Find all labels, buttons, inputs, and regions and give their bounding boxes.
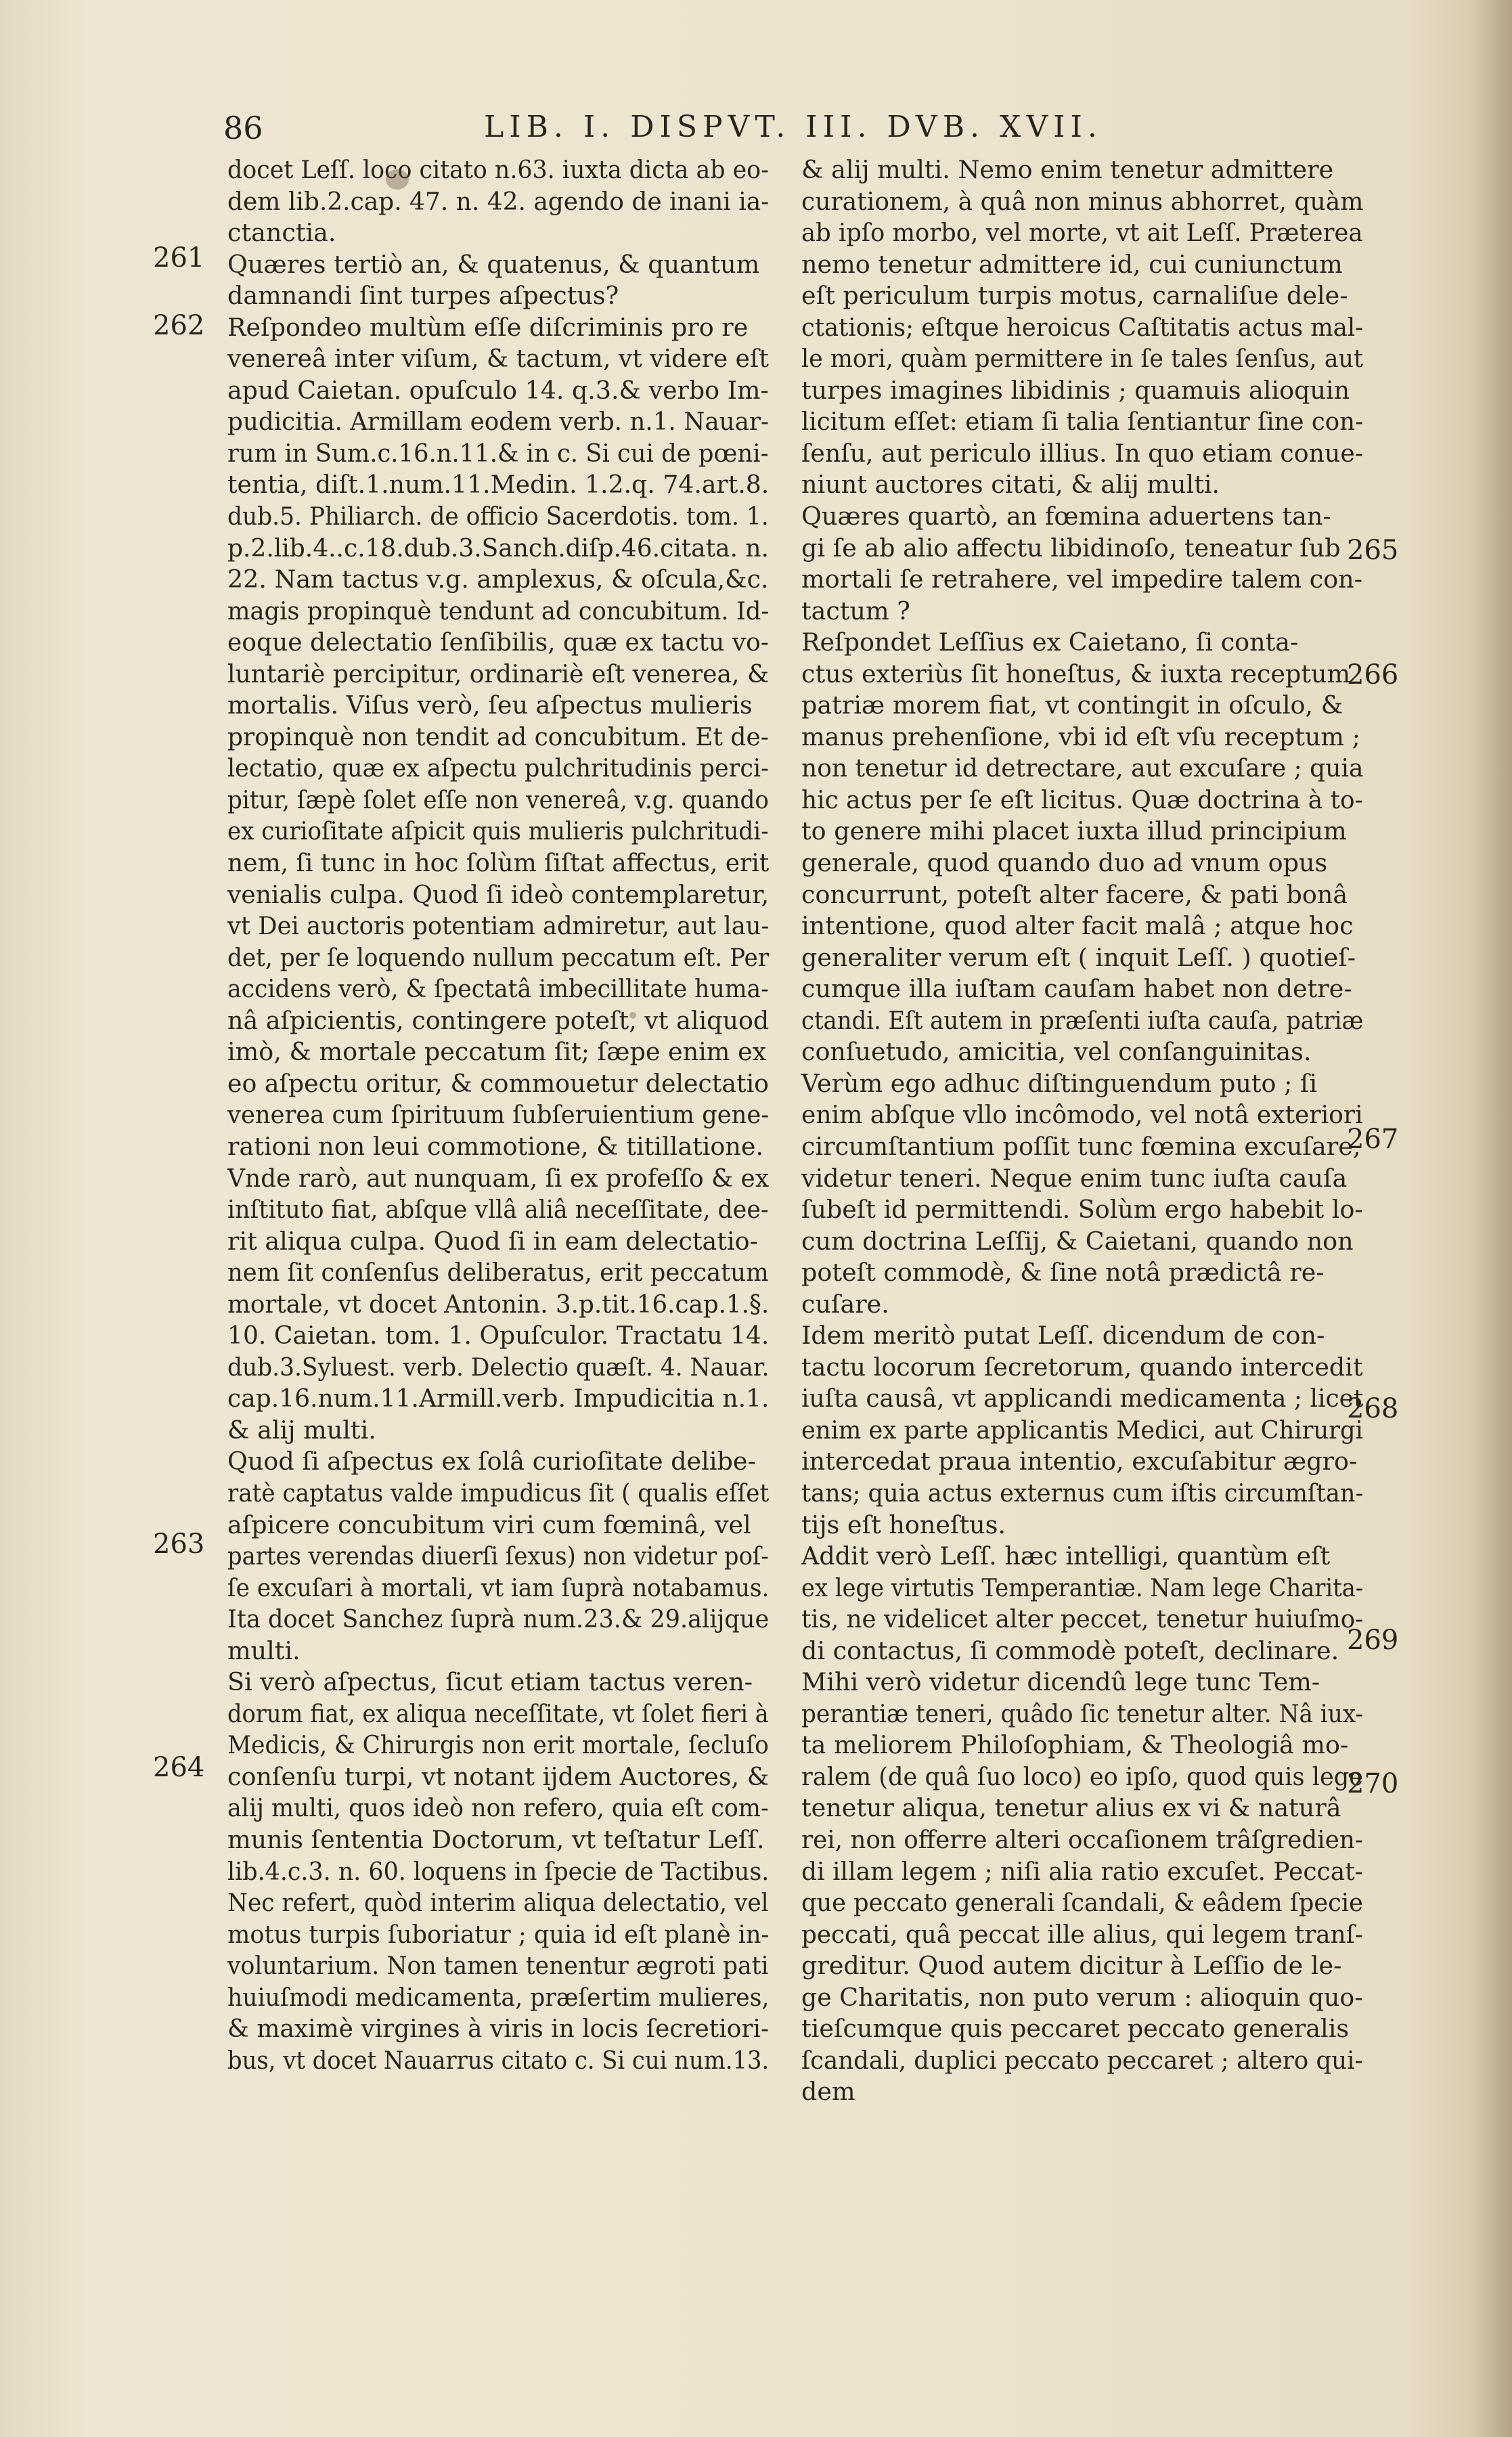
text-line: concurrunt, poteſt alter facere, & pati bonâ: [801, 879, 1348, 909]
margin-number-261: 261: [153, 242, 205, 273]
text-line: Mihi verò videtur dicendû lege tunc Tem-: [801, 1667, 1320, 1697]
text-line: ex lege virtutis Temperantiæ. Nam lege Charita-: [801, 1573, 1364, 1602]
text-line: conſuetudo, amicitia, vel conſanguinitas.: [801, 1037, 1312, 1067]
text-line: Quæres tertiò an, & quatenus, & quantum: [227, 249, 760, 279]
text-line: venialis culpa. Quod ſi ideò contemplaretur,: [227, 879, 770, 909]
margin-number-267: 267: [1347, 1124, 1399, 1155]
text-line: Verùm ego adhuc diſtinguendum puto ; ſi: [801, 1068, 1318, 1098]
text-line: rationi non leui commotione, & titillatione.: [227, 1131, 764, 1161]
text-line: & alij multi. Nemo enim tenetur admittere: [801, 155, 1334, 184]
text-line: conſenſu turpi, vt notant ijdem Auctores, &: [227, 1761, 770, 1791]
text-line: di contactus, ſi commodè poteſt, declinare.: [801, 1635, 1339, 1665]
text-line: motus turpis ſuboriatur ; quia id eſt planè in-: [227, 1919, 770, 1949]
text-line: ratè captatus valde impudicus ſit ( qualis eſſet: [227, 1478, 770, 1508]
text-line: manus prehenſione, vbi id eſt vſu receptum ;: [801, 722, 1360, 751]
text-line: greditur. Quod autem dicitur à Leſſio de le-: [801, 1951, 1342, 1981]
text-line: eſt periculum turpis motus, carnaliſue dele-: [801, 281, 1348, 311]
text-line: ctanctia.: [227, 218, 336, 248]
text-line: Si verò aſpectus, ſicut etiam tactus veren-: [227, 1667, 753, 1697]
text-line: ab ipſo morbo, vel morte, vt ait Leſſ. Præterea: [801, 218, 1363, 248]
text-line: imò, & mortale peccatum ſit; ſæpe enim ex: [227, 1037, 767, 1067]
text-line: mortale, vt docet Antonin. 3.p.tit.16.cap.1.§.: [227, 1289, 770, 1319]
text-line: ta meliorem Philoſophiam, & Theologiâ mo-: [801, 1730, 1349, 1760]
text-line: docet Leſſ. loco citato n.63. iuxta dicta ab eo-: [227, 155, 769, 184]
margin-number-270: 270: [1347, 1768, 1399, 1799]
text-line: & alij multi.: [227, 1415, 376, 1445]
text-line: & maximè virgines à viris in locis ſecretiori-: [227, 2014, 770, 2044]
text-line: bus, vt docet Nauarrus citato c. Si cui num.13.: [227, 2045, 770, 2075]
text-line: Addit verò Leſſ. hæc intelligi, quantùm eſt: [801, 1541, 1331, 1571]
text-line: curationem, à quâ non minus abhorret, quàm: [801, 186, 1364, 216]
text-line: alij multi, quos ideò non refero, quia eſt com-: [227, 1793, 769, 1823]
text-line: ſe excuſari à mortali, vt iam ſuprà notabamus.: [227, 1573, 770, 1602]
text-line: tactum ?: [801, 596, 910, 625]
text-line: gi ſe ab alio affectu libidinoſo, teneatur ſub: [801, 533, 1341, 563]
ink-blot: [386, 169, 409, 190]
text-line: ge Charitatis, non puto verum : alioquin quo-: [801, 1982, 1363, 2012]
text-line: generaliter verum eſt ( inquit Leſſ. ) quotieſ-: [801, 942, 1356, 972]
text-line: dub.5. Philiarch. de officio Sacerdotis. tom. 1.: [227, 502, 769, 531]
margin-number-262: 262: [153, 310, 205, 341]
text-line: Vnde rarò, aut nunquam, ſi ex profeſſo & ex: [227, 1163, 770, 1193]
text-line: vt Dei auctoris potentiam admiretur, aut lau-: [227, 911, 770, 941]
text-line: huiuſmodi medicamenta, præſertim mulieres,: [227, 1982, 770, 2012]
right-text-column: [801, 154, 1363, 2108]
text-line: luntariè percipitur, ordinariè eſt venerea, &: [227, 659, 770, 688]
text-line: que peccato generali ſcandali, & eâdem ſpecie: [801, 1888, 1363, 1918]
text-line: patriæ morem fiat, vt contingit in oſculo, &: [801, 690, 1343, 720]
text-line: munis ſententia Doctorum, vt teſtatur Leſſ.: [227, 1824, 765, 1854]
running-title: LIB. I. DISPVT. III. DVB. XVII.: [484, 110, 1103, 144]
text-line: dem lib.2.cap. 47. n. 42. agendo de inani ia-: [227, 186, 770, 216]
text-line: dub.3.Syluest. verb. Delectio quæſt. 4. Nauar.: [227, 1352, 770, 1382]
page-header: [0, 108, 1512, 156]
margin-number-266: 266: [1347, 659, 1399, 690]
text-line: ſenſu, aut periculo illius. In quo etiam conue-: [801, 438, 1364, 468]
text-line: licitum eſſet: etiam ſi talia ſentiantur ſine con-: [801, 407, 1364, 437]
text-line: ſcandali, duplici peccato peccaret ; altero qui-: [801, 2045, 1363, 2075]
text-line: accidens verò, & ſpectatâ imbecillitate huma-: [227, 974, 769, 1004]
text-line: inſtituto fiat, abſque vllâ aliâ neceſſitate, dee-: [227, 1195, 769, 1225]
text-line: iuſta causâ, vt applicandi medicamenta ; licet: [801, 1384, 1364, 1413]
text-line: 22. Nam tactus v.g. amplexus, & oſcula,&c.: [227, 565, 769, 594]
text-line: rei, non offerre alteri occaſionem trâſgredien-: [801, 1824, 1363, 1854]
text-line: cumque illa iuſtam cauſam habet non detre-: [801, 974, 1352, 1004]
text-line: to genere mihi placet iuxta illud principium: [801, 816, 1347, 846]
text-line: ſubeſt id permittendi. Solùm ergo habebit lo-: [801, 1195, 1363, 1225]
text-line: lectatio, quæ ex aſpectu pulchritudinis perci-: [227, 753, 769, 783]
margin-number-263: 263: [153, 1529, 205, 1560]
text-line: Nec refert, quòd interim aliqua delectatio, vel: [227, 1888, 769, 1918]
left-text-column: [227, 154, 769, 2076]
text-line: niunt auctores citati, & alij multi.: [801, 470, 1220, 500]
text-line: rit aliqua culpa. Quod ſi in eam delectatio-: [227, 1226, 758, 1256]
text-line: lib.4.c.3. n. 60. loquens in ſpecie de Tactibus.: [227, 1856, 770, 1886]
text-line: videtur teneri. Neque enim tunc iuſta cauſa: [801, 1163, 1348, 1193]
text-line: voluntarium. Non tamen tenentur ægroti pati: [227, 1951, 769, 1981]
text-line: Quod ſi aſpectus ex ſolâ curioſitate delibe-: [227, 1447, 756, 1476]
text-line: tis, ne videlicet alter peccet, tenetur huiuſmo-: [801, 1604, 1364, 1634]
text-line: det, per ſe loquendo nullum peccatum eſt. Per: [227, 942, 770, 972]
text-line: circumſtantium poſſit tunc fœmina excuſare,: [801, 1131, 1361, 1161]
text-line: enim abſque vllo incômodo, vel notâ exteriori: [801, 1100, 1363, 1130]
text-line: dorum fiat, ex aliqua neceſſitate, vt ſolet fieri à: [227, 1698, 769, 1728]
text-line: di illam legem ; niſi alia ratio excuſet. Peccat-: [801, 1856, 1363, 1886]
text-line: le mori, quàm permittere in ſe tales ſenſus, aut: [801, 344, 1363, 374]
page-gutter-shadow: [1471, 0, 1512, 2437]
text-line: generale, quod quando duo ad vnum opus: [801, 848, 1328, 878]
text-line: nâ aſpicientis, contingere poteſt, vt aliquod: [227, 1005, 770, 1035]
text-line: p.2.lib.4..c.18.dub.3.Sanch.diſp.46.citata. n.: [227, 533, 769, 563]
text-line: poteſt commodè, & ſine notâ prædictâ re-: [801, 1258, 1325, 1288]
text-line: ctationis; eſtque heroicus Caſtitatis actus mal-: [801, 312, 1364, 342]
text-line: ex curioſitate aſpicit quis mulieris pulchritudi-: [227, 816, 769, 846]
text-line: tijs eſt honeſtus.: [801, 1510, 1006, 1539]
text-line: tieſcumque quis peccaret peccato generalis: [801, 2014, 1350, 2044]
text-line: aſpicere concubitum viri cum fœminâ, vel: [227, 1510, 751, 1539]
text-line: non tenetur id detrectare, aut excuſare ; quia: [801, 753, 1364, 783]
text-line: venerea cum ſpirituum ſubſeruientium gene-: [227, 1100, 770, 1130]
text-line: mortalis. Viſus verò, ſeu aſpectus mulieris: [227, 690, 753, 720]
text-line: cuſare.: [801, 1289, 889, 1319]
text-line: hic actus per ſe eſt licitus. Quæ doctrina à to-: [801, 785, 1363, 814]
text-line: ralem (de quâ ſuo loco) eo ipſo, quod quis lege: [801, 1761, 1364, 1791]
text-line: eoque delectatio ſenſibilis, quæ ex tactu vo-: [227, 628, 769, 657]
text-line: ctandi. Eſt autem in præſenti iuſta cauſa, patriæ: [801, 1005, 1364, 1035]
text-line: magis propinquè tendunt ad concubitum. Id-: [227, 596, 770, 625]
text-line: enim ex parte applicantis Medici, aut Chirurgi: [801, 1415, 1363, 1445]
text-line: apud Caietan. opuſculo 14. q.3.& verbo Im-: [227, 375, 769, 405]
ink-speck: [629, 1012, 636, 1019]
text-line: cum doctrina Leſſij, & Caietani, quando non: [801, 1226, 1354, 1256]
text-line: rum in Sum.c.16.n.11.& in c. Si cui de pœni-: [227, 438, 769, 468]
text-line: Medicis, & Chirurgis non erit mortale, ſecluſo: [227, 1730, 769, 1760]
text-line: tactu locorum ſecretorum, quando intercedit: [801, 1352, 1363, 1382]
margin-number-265: 265: [1347, 535, 1399, 566]
text-line: intentione, quod alter facit malâ ; atque hoc: [801, 911, 1354, 941]
text-line: tans; quia actus externus cum iſtis circumſtan-: [801, 1478, 1364, 1508]
text-line: nemo tenetur admittere id, cui cuniunctum: [801, 249, 1343, 279]
text-line: Reſpondeo multùm eſſe diſcriminis pro re: [227, 312, 749, 342]
text-line: ctus exteriùs ſit honeſtus, & iuxta receptum: [801, 659, 1351, 688]
text-line: tentia, diſt.1.num.11.Medin. 1.2.q. 74.art.8.: [227, 470, 770, 500]
text-line: pitur, ſæpè ſolet eſſe non venereâ, v.g. quando: [227, 785, 769, 814]
text-line: 10. Caietan. tom. 1. Opuſculor. Tractatu 14.: [227, 1321, 770, 1351]
text-line: nem ſit conſenſus deliberatus, erit peccatum: [227, 1258, 769, 1288]
margin-number-269: 269: [1347, 1625, 1399, 1656]
text-line: venereâ inter viſum, & tactum, vt videre eſt: [227, 344, 769, 374]
text-line: Ita docet Sanchez ſuprà num.23.& 29.alijque: [227, 1604, 770, 1634]
text-line: pudicitia. Armillam eodem verb. n.1. Nauar-: [227, 407, 770, 437]
text-line: eo aſpectu oritur, & commouetur delectatio: [227, 1068, 770, 1098]
text-line: Reſpondet Leſſius ex Caietano, ſi conta-: [801, 628, 1299, 657]
text-line: Quæres quartò, an fœmina aduertens tan-: [801, 502, 1331, 531]
text-line: perantiæ teneri, quâdo ſic tenetur alter. Nâ iux-: [801, 1698, 1364, 1728]
page-number: 86: [223, 110, 263, 146]
text-line: dem: [801, 2077, 855, 2107]
text-line: cap.16.num.11.Armill.verb. Impudicitia n.1.: [227, 1384, 770, 1413]
text-line: nem, ſi tunc in hoc ſolùm ſiſtat affectus, erit: [227, 848, 770, 878]
text-line: turpes imagines libidinis ; quamuis alioquin: [801, 375, 1350, 405]
text-line: damnandi ſint turpes aſpectus?: [227, 281, 619, 311]
text-line: propinquè non tendit ad concubitum. Et de-: [227, 722, 769, 751]
margin-number-268: 268: [1347, 1393, 1399, 1424]
margin-number-264: 264: [153, 1752, 205, 1783]
text-line: Idem meritò putat Leſſ. dicendum de con-: [801, 1321, 1325, 1351]
text-line: partes verendas diuerſi ſexus) non videtur poſ-: [227, 1541, 769, 1571]
text-line: intercedat praua intentio, excuſabitur ægro-: [801, 1447, 1358, 1476]
text-line: mortali ſe retrahere, vel impedire talem con-: [801, 565, 1363, 594]
text-line: tenetur aliqua, tenetur alius ex vi & naturâ: [801, 1793, 1341, 1823]
text-line: multi.: [227, 1635, 301, 1665]
text-line: peccati, quâ peccat ille alius, qui legem tranſ-: [801, 1919, 1363, 1949]
